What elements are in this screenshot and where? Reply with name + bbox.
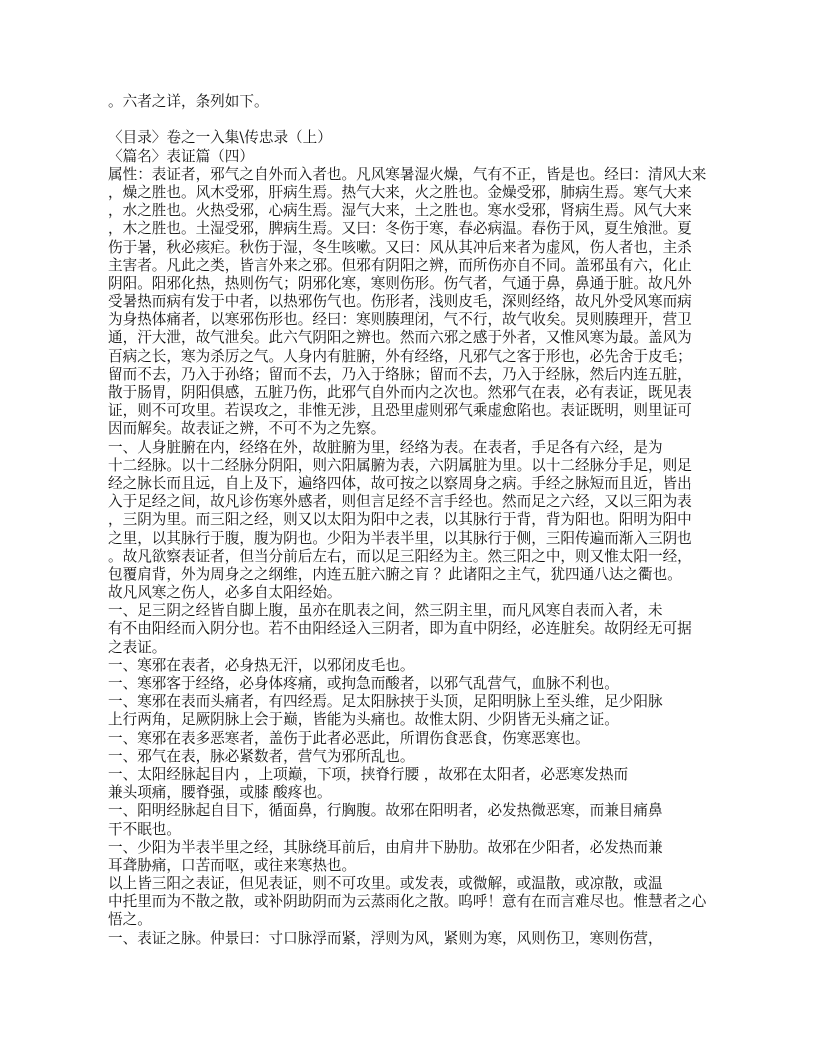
text-line: 以上皆三阳之表证，但见表证，则不可攻里。或发表，或微解，或温散，或凉散，或温	[108, 875, 663, 893]
document-body	[108, 93, 728, 948]
text-line: 一、邪气在表，脉必紧数者，营气为邪所乱也。	[108, 747, 415, 765]
text-line: 一、寒邪在表者，必身热无汗，以邪闭皮毛也。	[108, 656, 415, 674]
text-line: 一、寒邪在表多恶寒者，盖伤于此者必恶此，所谓伤食恶食，伤寒恶寒也。	[108, 729, 590, 747]
text-line: 一、阳明经脉起自目下，循面鼻，行胸腹。故邪在阳明者，必发热微恶寒，而兼目痛鼻	[108, 802, 663, 820]
text-line: ，三阴为里。而三阳之经，则又以太阳为阳中之表，以其脉行于背，背为阳也。阳明为阳中	[108, 511, 692, 529]
text-line: 之里，以其脉行于腹，腹为阴也。少阳为半表半里，以其脉行于侧，三阳传遍而渐入三阴也	[108, 529, 692, 547]
text-line: 入于足经之间，故凡诊伤寒外感者，则但言足经不言手经也。然而足之六经，又以三阳为表	[108, 493, 692, 511]
text-line: 中托里而为不散之散，或补阴助阴而为云蒸雨化之散。呜呼！意有在而言难尽也。惟慧者之心	[108, 893, 707, 911]
text-line: 为身热体痛者，以寒邪伤形也。经曰：寒则腠理闭，气不行，故气收矣。炅则腠理开，营卫	[108, 311, 692, 329]
text-line: 一、太阳经脉起目内 ，上项巅，下项，挟脊行腰 ，故邪在太阳者，必恶寒发热而	[108, 765, 629, 783]
text-line: 留而不去，乃入于孙络；留而不去，乃入于络脉；留而不去，乃入于经脉，然后内连五脏，	[108, 365, 692, 383]
text-line: 包覆肩背，外为周身之之纲维，内连五脏六腑之肓 ？此诸阳之主气，犹四通八达之衢也。	[108, 565, 682, 583]
text-line: 。六者之详，条列如下。	[108, 93, 269, 110]
text-line: 〈篇名〉表证篇（四）	[108, 147, 254, 165]
text-line: 。故凡欲察表证者，但当分前后左右，而以足三阳经为主。然三阳之中，则又惟太阳一经，	[108, 547, 692, 565]
text-line: ，水之胜也。火热受邪，心病生焉。湿气大来，土之胜也。寒水受邪，肾病生焉。风气大来	[108, 202, 692, 220]
text-line: 一、足三阴之经皆自脚上腹，虽亦在肌表之间，然三阴主里，而凡风寒自表而入者，未	[108, 602, 663, 620]
text-line: 一、寒邪客于经络，必身体疼痛，或拘急而酸者，以邪气乱营气，血脉不利也。	[108, 675, 619, 692]
text-line: 耳聋胁痛，口苦而呕，或往来寒热也。	[108, 856, 357, 874]
text-line: 因而解矣。故表证之辨，不可不为之先察。	[108, 420, 386, 438]
text-line	[108, 111, 728, 129]
text-line: 上行两角，足厥阴脉上会于巅，皆能为头痛也。故惟太阴、少阴皆无头痛之证。	[108, 711, 619, 729]
text-line: 一、表证之脉。仲景曰：寸口脉浮而紧，浮则为风，紧则为寒，风则伤卫，寒则伤营，	[108, 929, 663, 947]
text-line: 〈目录〉卷之一入集\传忠录（上）	[108, 129, 332, 147]
text-line: 证，则不可攻里。若误攻之，非惟无涉，且恐里虚则邪气乘虚愈陷也。表证既明，则里证可	[108, 402, 692, 420]
text-line: 有不由阳经而入阴分也。若不由阳经迳入三阴者，即为直中阴经，必连脏矣。故阴经无可据	[108, 620, 692, 638]
text-line: 属性：表证者，邪气之自外而入者也。凡风寒暑湿火燥，气有不正，皆是也。经曰：清风大来	[108, 165, 707, 183]
text-line: 兼头项痛，腰脊强，或膝 酸疼也。	[108, 784, 332, 802]
text-line: 散于肠胃，阴阳俱感，五脏乃伤，此邪气自外而内之次也。然邪气在表，必有表证，既见表	[108, 384, 692, 401]
text-line: 之表证。	[108, 638, 167, 656]
text-line: 主害者。凡此之类，皆言外来之邪。但邪有阴阳之辨，而所伤亦自不同。盖邪虽有六，化止	[108, 256, 692, 274]
text-line: 通，汗大泄，故气泄矣。此六气阴阳之辨也。然而六邪之感于外者，又惟风寒为最。盖风为	[108, 329, 692, 347]
text-line: 一、人身脏腑在内，经络在外，故脏腑为里，经络为表。在表者，手足各有六经，是为	[108, 438, 663, 456]
text-line: 干不眠也。	[108, 820, 181, 838]
text-line: 一、少阳为半表半里之经，其脉绕耳前后，由肩井下胁肋。故邪在少阳者，必发热而兼	[108, 838, 663, 856]
text-line: 一、寒邪在表而头痛者，有四经焉。足太阳脉挟于头顶，足阳明脉上至头维，足少阳脉	[108, 693, 663, 711]
text-line: 阴阳。阳邪化热，热则伤气；阴邪化寒，寒则伤形。伤气者，气通于鼻，鼻通于脏。故凡外	[108, 274, 692, 292]
text-line: 受暑热而病有发于中者，以热邪伤气也。伤形者，浅则皮毛，深则经络，故凡外受风寒而病	[108, 293, 692, 311]
text-line: 悟之。	[108, 911, 152, 929]
text-line: 十二经脉。以十二经脉分阴阳，则六阳属腑为表，六阴属脏为里。以十二经脉分手足，则足	[108, 456, 692, 474]
text-line: ，木之胜也。土湿受邪，脾病生焉。又曰：冬伤于寒，春必病温。春伤于风，夏生飧泄。夏	[108, 220, 692, 238]
text-line: 经之脉长而且远，自上及下，遍络四体，故可按之以察周身之病。手经之脉短而且近，皆出	[108, 474, 692, 492]
text-line: 故凡风寒之伤人，必多自太阳经始。	[108, 584, 342, 602]
text-line: 百病之长，寒为杀厉之气。人身内有脏腑，外有经络，凡邪气之客于形也，必先舍于皮毛；	[108, 347, 692, 365]
text-line: 伤于暑，秋必痎疟。秋伤于湿，冬生咳嗽。又曰：风从其冲后来者为虚风，伤人者也，主杀	[108, 238, 692, 256]
text-line: ，燥之胜也。风木受邪，肝病生焉。热气大来，火之胜也。金燥受邪，肺病生焉。寒气大来	[108, 183, 692, 201]
